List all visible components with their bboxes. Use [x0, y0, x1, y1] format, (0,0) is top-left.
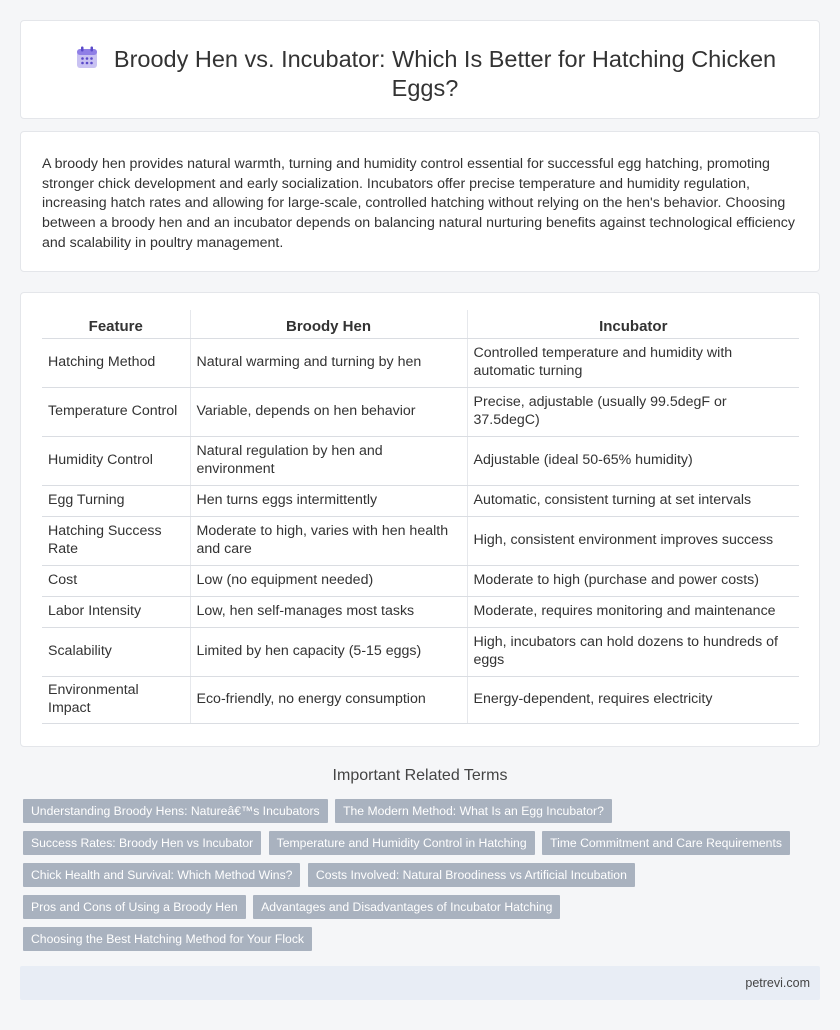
related-terms-title: Important Related Terms — [332, 767, 508, 784]
feature-cell: Egg Turning — [42, 485, 190, 516]
table-row — [42, 565, 799, 596]
broody-hen-cell: Hen turns eggs intermittently — [190, 485, 467, 516]
table-row — [42, 485, 799, 516]
footer — [20, 966, 820, 1000]
broody-hen-cell: Natural warming and turning by hen — [190, 338, 467, 387]
footer-site-link[interactable]: petrevi.com — [745, 976, 810, 990]
related-tag[interactable]: Understanding Broody Hens: Natureâ€™s Incubators — [23, 799, 328, 823]
feature-cell: Hatching Success Rate — [42, 516, 190, 565]
header-card — [20, 20, 820, 119]
broody-hen-cell: Limited by hen capacity (5-15 eggs) — [190, 627, 467, 676]
table-header-row — [42, 310, 799, 338]
page-title — [61, 45, 789, 103]
summary-text: A broody hen provides natural warmth, turning and humidity control essential for successful egg hatching, promoting stronger chick development and early socialization. Incubators offer precise temperature and humidity regulation, increasing hatch rates and allowing for large-scale, controlled hatching without relying on the hen's behavior. Choosing between a broody hen and an incubator depends on balancing natural nurturing benefits against technological efficiency and scalability in poultry management. — [42, 156, 795, 251]
related-tag[interactable]: Costs Involved: Natural Broodiness vs Artificial Incubation — [308, 863, 635, 887]
table-row — [42, 676, 799, 723]
table-row — [42, 516, 799, 565]
incubator-cell: Energy-dependent, requires electricity — [467, 676, 799, 723]
incubator-cell: Precise, adjustable (usually 99.5degF or 37.5degC) — [467, 387, 799, 436]
table-row — [42, 338, 799, 387]
table-row — [42, 596, 799, 627]
feature-cell: Scalability — [42, 627, 190, 676]
broody-hen-cell: Low, hen self-manages most tasks — [190, 596, 467, 627]
comparison-table — [42, 310, 799, 724]
feature-cell: Hatching Method — [42, 338, 190, 387]
incubator-cell: Automatic, consistent turning at set intervals — [467, 485, 799, 516]
incubator-cell: Moderate, requires monitoring and maintenance — [467, 596, 799, 627]
incubator-cell: High, consistent environment improves success — [467, 516, 799, 565]
related-tag[interactable]: The Modern Method: What Is an Egg Incubator? — [335, 799, 612, 823]
broody-hen-cell: Low (no equipment needed) — [190, 565, 467, 596]
related-tag[interactable]: Pros and Cons of Using a Broody Hen — [23, 895, 246, 919]
page-title-text: Broody Hen vs. Incubator: Which Is Better for Hatching Chicken Eggs? — [113, 46, 777, 101]
table-row — [42, 627, 799, 676]
broody-hen-cell: Variable, depends on hen behavior — [190, 387, 467, 436]
related-tag[interactable]: Success Rates: Broody Hen vs Incubator — [23, 831, 261, 855]
incubator-cell: Controlled temperature and humidity with automatic turning — [467, 338, 799, 387]
broody-hen-cell: Eco-friendly, no energy consumption — [190, 676, 467, 723]
related-tag[interactable]: Chick Health and Survival: Which Method Wins? — [23, 863, 300, 887]
calendar-icon — [74, 45, 100, 71]
comparison-card — [20, 292, 820, 747]
header-incubator: Incubator — [467, 310, 799, 338]
header-feature: Feature — [42, 310, 190, 338]
feature-cell: Humidity Control — [42, 436, 190, 485]
table-row — [42, 436, 799, 485]
broody-hen-cell: Moderate to high, varies with hen health and care — [190, 516, 467, 565]
related-tag[interactable]: Time Commitment and Care Requirements — [542, 831, 790, 855]
incubator-cell: High, incubators can hold dozens to hundreds of eggs — [467, 627, 799, 676]
feature-cell: Environmental Impact — [42, 676, 190, 723]
feature-cell: Temperature Control — [42, 387, 190, 436]
feature-cell: Labor Intensity — [42, 596, 190, 627]
broody-hen-cell: Natural regulation by hen and environment — [190, 436, 467, 485]
related-tag[interactable]: Temperature and Humidity Control in Hatching — [269, 831, 535, 855]
header-broody-hen: Broody Hen — [190, 310, 467, 338]
related-tags — [23, 799, 803, 959]
table-row — [42, 387, 799, 436]
incubator-cell: Adjustable (ideal 50-65% humidity) — [467, 436, 799, 485]
related-tag[interactable]: Choosing the Best Hatching Method for Your Flock — [23, 927, 312, 951]
feature-cell: Cost — [42, 565, 190, 596]
incubator-cell: Moderate to high (purchase and power costs) — [467, 565, 799, 596]
related-tag[interactable]: Advantages and Disadvantages of Incubator Hatching — [253, 895, 560, 919]
summary-card — [20, 131, 820, 272]
